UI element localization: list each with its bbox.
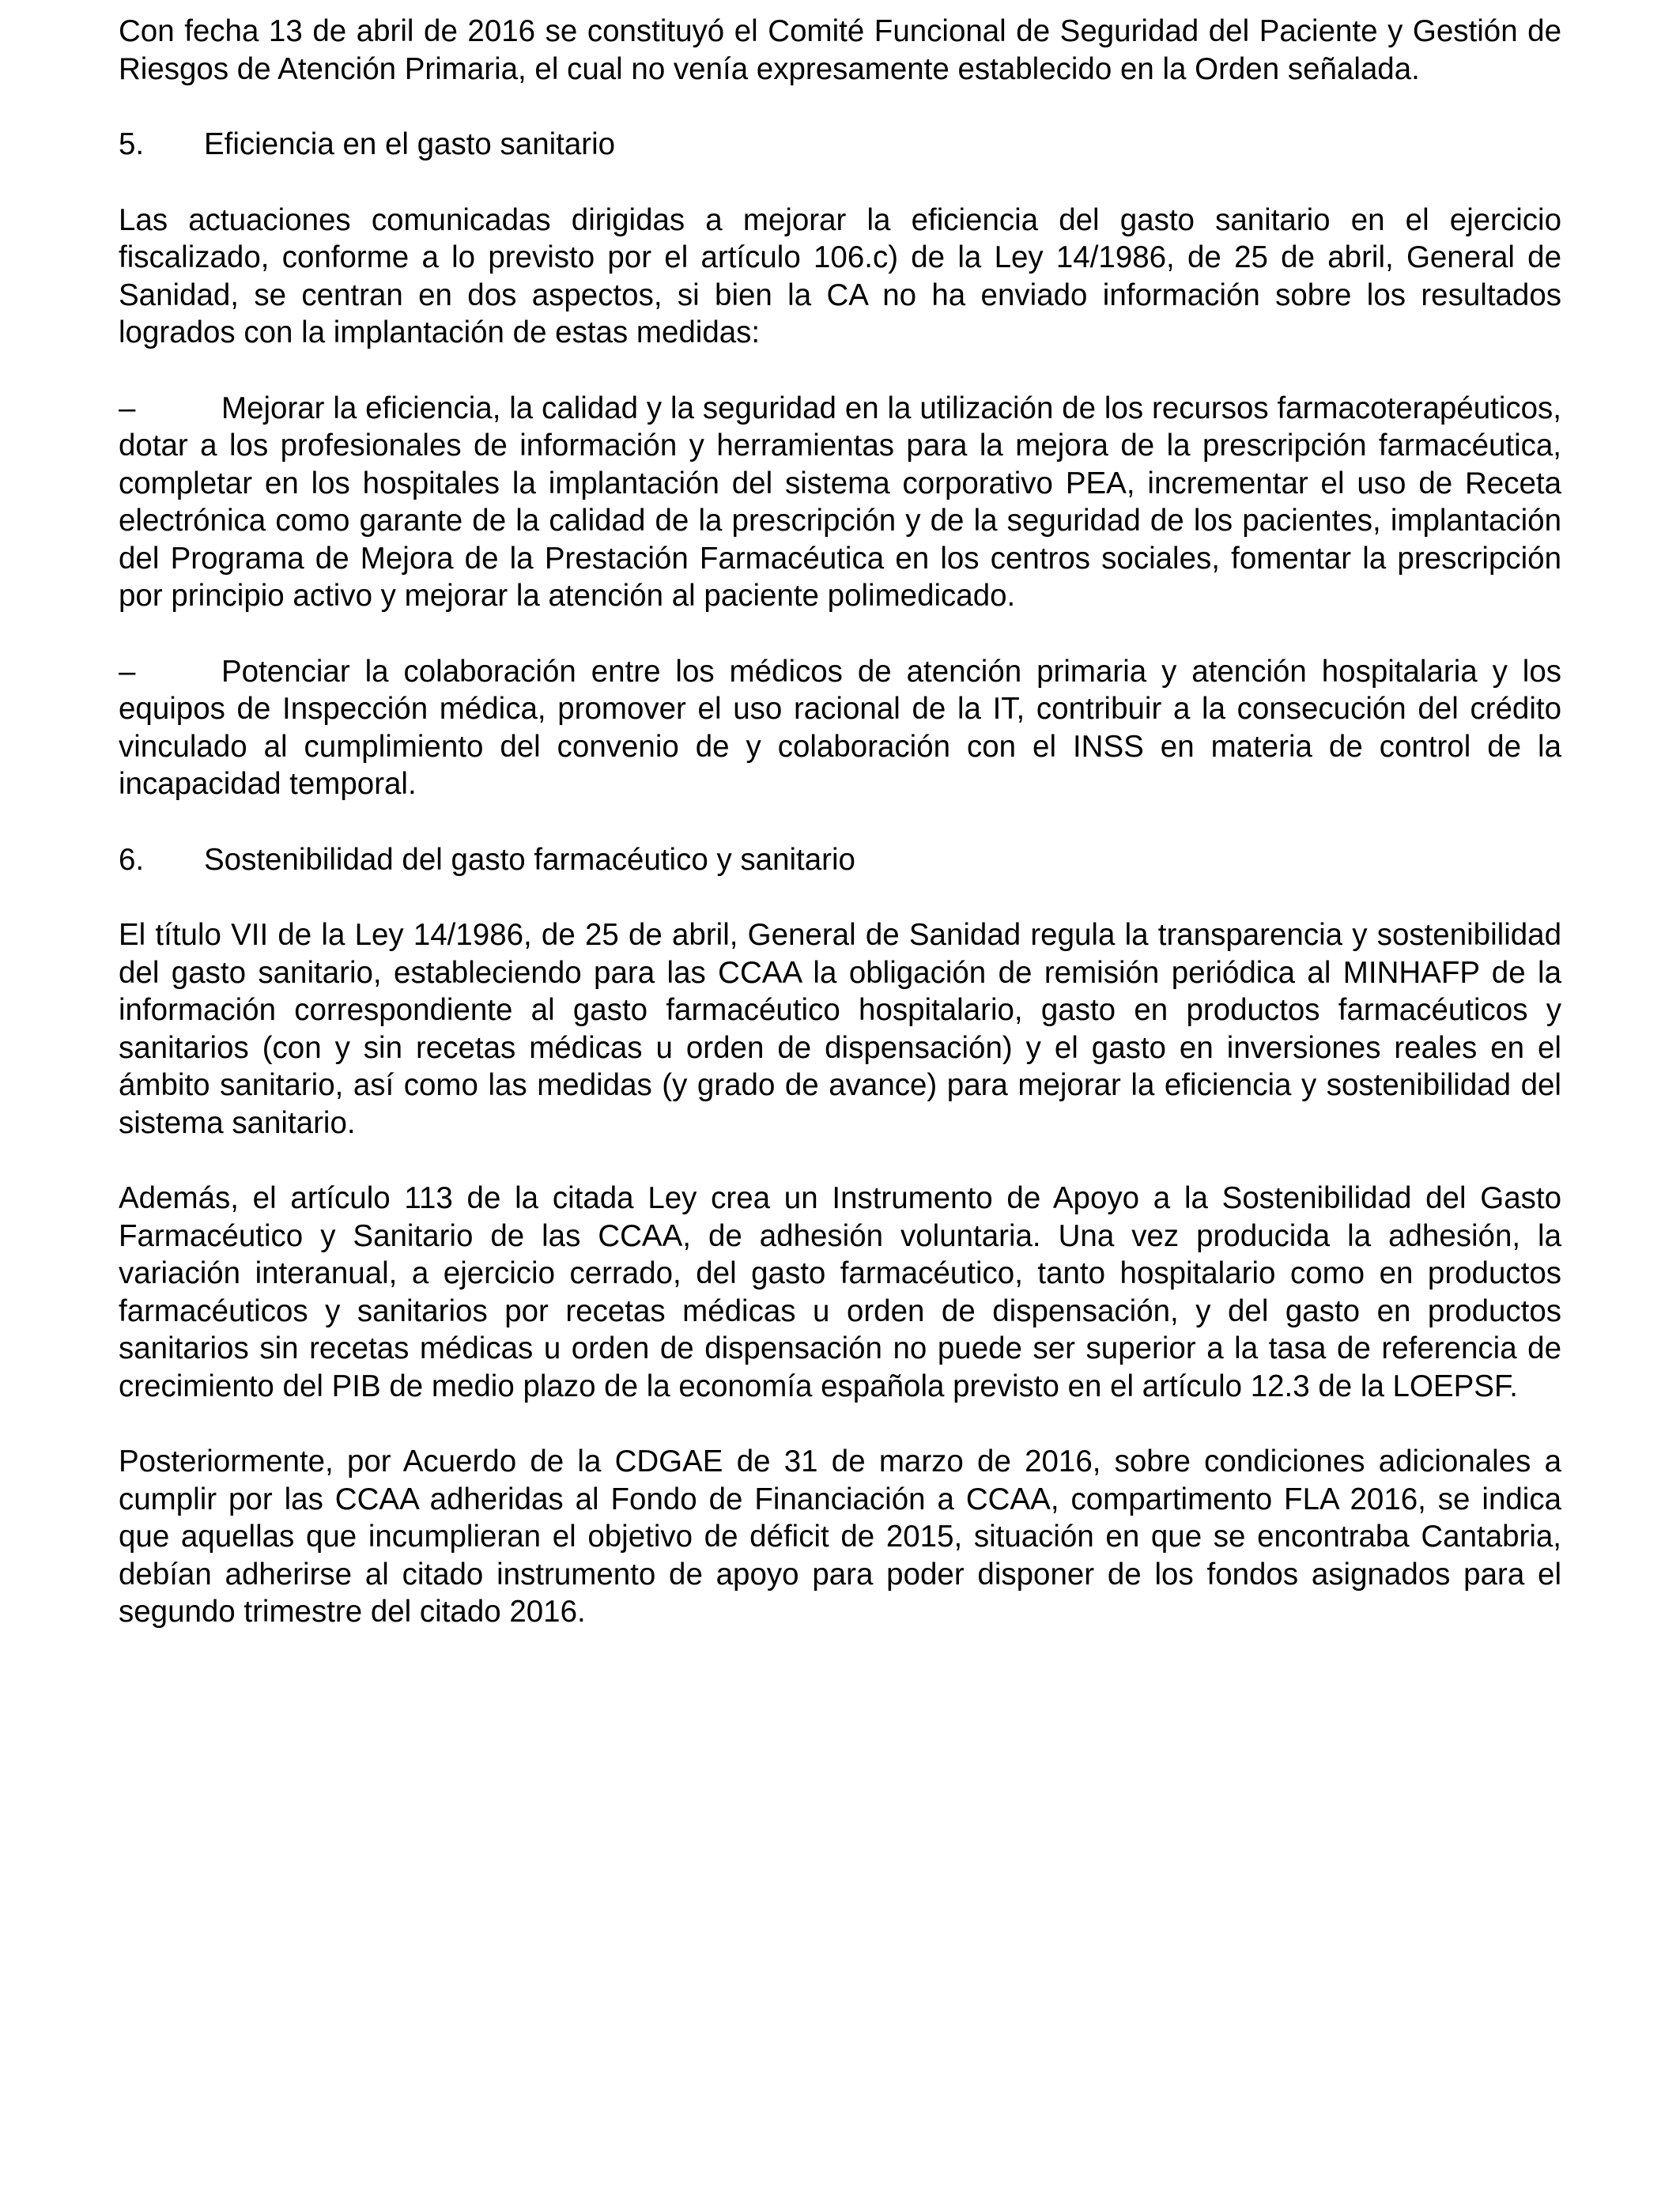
paragraph-comite: Con fecha 13 de abril de 2016 se constituyó el Comité Funcional de Seguridad del Paciente y Gestión de Riesgos de Atención Primaria, el cual no venía expresamente establecido en la Orden señalada. — [119, 14, 1561, 86]
section-number: 5. — [119, 127, 145, 161]
dash-marker: – — [119, 654, 136, 689]
paragraph-titulo-vii: El título VII de la Ley 14/1986, de 25 de abril, General de Sanidad regula la transparencia y sostenibilidad del gasto sanitario, estableciendo para las CCAA la obligación de remisión periódica al MINHAFP de la información correspondiente al gasto farmacéutico hospitalario, gasto en productos farmacéuticos y sanitarios (con y sin recetas médicas u orden de dispensación) y el gasto en inversiones reales en el ámbito sanitario, así como las medidas (y grado de avance) para mejorar la eficiencia y sostenibilidad del sistema sanitario. — [119, 918, 1561, 1140]
section-number: 6. — [119, 842, 145, 877]
paragraph-actuaciones: Las actuaciones comunicadas dirigidas a mejorar la eficiencia del gasto sanitario en el ejercicio fiscalizado, conforme a lo previsto por el artículo 106.c) de la Ley 14/1986, de 25 de abril, General de Sanidad, se centran en dos aspectos, si bien la CA no ha enviado información sobre los resultados logrados con la implantación de estas medidas: — [119, 202, 1561, 349]
section-title: Eficiencia en el gasto sanitario — [204, 127, 616, 161]
paragraph-articulo-113: Además, el artículo 113 de la citada Ley crea un Instrumento de Apoyo a la Sostenibilidad del Gasto Farmacéutico y Sanitario de las CCAA, de adhesión voluntaria. Una vez producida la adhesión, la variación interanual, a ejercicio cerrado, del gasto farmacéutico, tanto hospitalario como en productos farmacéuticos y sanitarios por recetas médicas u orden de dispensación, y del gasto en productos sanitarios sin recetas médicas u orden de dispensación no puede ser superior a la tasa de referencia de crecimiento del PIB de medio plazo de la economía española previsto en el artículo 12.3 de la LOEPSF. — [119, 1181, 1561, 1403]
document-page — [119, 13, 1561, 1669]
section-title: Sostenibilidad del gasto farmacéutico y sanitario — [204, 842, 855, 877]
section-heading-5 — [119, 126, 1561, 164]
bullet-item — [119, 653, 1561, 803]
bullet-text: Mejorar la eficiencia, la calidad y la seguridad en la utilización de los recursos farmacoterapéuticos, dotar a los profesionales de información y herramientas para la mejora de la prescripción farmacéutica, completar en los hospitales la implantación del sistema corporativo PEA, incrementar el uso de Receta electrónica como garante de la calidad de la prescripción y de la seguridad de los pacientes, implantación del Programa de Mejora de la Prestación Farmacéutica en los centros sociales, fomentar la prescripción por principio activo y mejorar la atención al paciente polimedicado. — [119, 391, 1561, 613]
dash-marker: – — [119, 391, 136, 425]
paragraph-cdgae: Posteriormente, por Acuerdo de la CDGAE de 31 de marzo de 2016, sobre condiciones adicionales a cumplir por las CCAA adheridas al Fondo de Financiación a CCAA, compartimento FLA 2016, se indica que aquellas que incumplieran el objetivo de déficit de 2015, situación en que se encontraba Cantabria, debían adherirse al citado instrumento de apoyo para poder disponer de los fondos asignados para el segundo trimestre del citado 2016. — [119, 1444, 1561, 1629]
section-heading-6 — [119, 841, 1561, 879]
bullet-item — [119, 390, 1561, 615]
bullet-text: Potenciar la colaboración entre los médicos de atención primaria y atención hospitalaria y los equipos de Inspección médica, promover el uso racional de la IT, contribuir a la consecución del crédito vinculado al cumplimiento del convenio de y colaboración con el INSS en materia de control de la incapacidad temporal. — [119, 654, 1561, 801]
